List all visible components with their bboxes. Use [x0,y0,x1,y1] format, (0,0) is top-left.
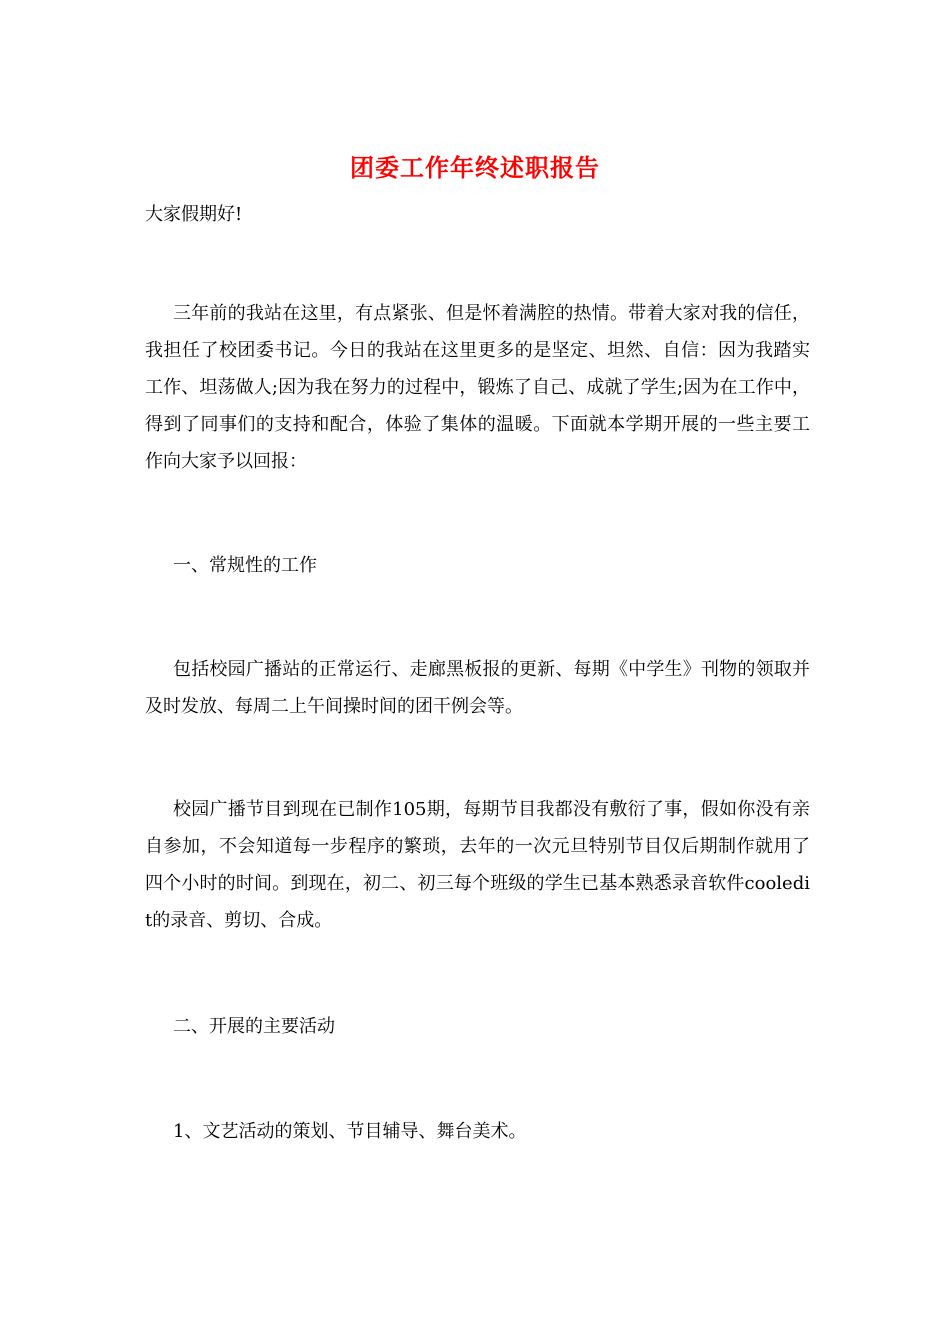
section-heading-routine-work: 一、常规性的工作 [173,555,317,576]
section-heading-main-activities: 二、开展的主要活动 [173,1016,335,1037]
document-title: 团委工作年终述职报告 [350,153,600,182]
list-item-arts-activities: 1、文艺活动的策划、节目辅导、舞台美术。 [173,1121,527,1142]
routine-work-paragraph: 包括校园广播站的正常运行、走廊黑板报的更新、每期《中学生》刊物的领取并及时发放、每周二上午间操时间的团干例会等。 [145,659,810,717]
intro-paragraph: 三年前的我站在这里，有点紧张、但是怀着满腔的热情。带着大家对我的信任，我担任了校团委书记。今日的我站在这里更多的是坚定、坦然、自信：因为我踏实工作、坦荡做人;因为我在努力的过程中，锻炼了自己、成就了学生;因为在工作中，得到了同事们的支持和配合，体验了集体的温暖。下面就本学期开展的一些主要工作向大家予以回报： [145,303,810,472]
greeting: 大家假期好! [145,204,243,225]
broadcast-paragraph: 校园广播节目到现在已制作105期，每期节目我都没有敷衍了事，假如你没有亲自参加，不会知道每一步程序的繁琐，去年的一次元旦特别节目仅后期制作就用了四个小时的时间。到现在，初二、初三每个班级的学生已基本熟悉录音软件cooledit的录音、剪切、合成。 [145,799,810,931]
